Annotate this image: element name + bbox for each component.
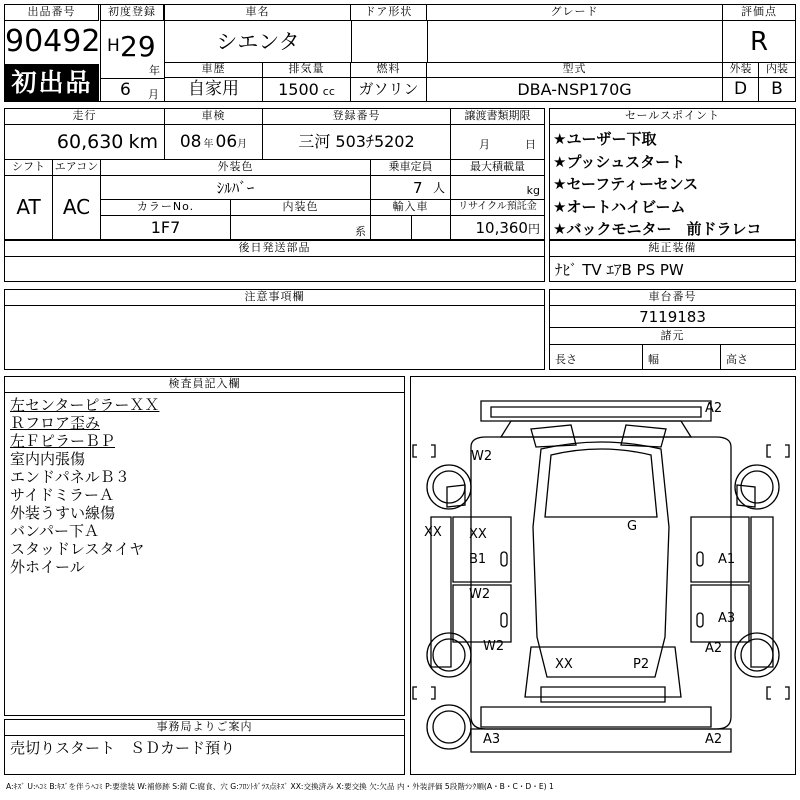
- interior-grade: B: [771, 79, 783, 99]
- recycle-unit: 円: [527, 222, 540, 236]
- reg-year-unit: 年: [149, 64, 160, 77]
- inspection-label: 車検: [165, 109, 263, 125]
- sales-label: セールスポイント: [550, 109, 795, 125]
- shift-label: シフト: [5, 160, 53, 176]
- diagram-front-bumper: A2: [705, 401, 723, 416]
- width-label: 幅: [648, 353, 659, 366]
- name-label: 車名: [165, 5, 351, 21]
- insp-month: 06: [215, 132, 238, 152]
- recycle-amount: 10,360: [475, 219, 528, 237]
- diagram-roof: G: [627, 519, 638, 534]
- displacement-value: [263, 78, 351, 101]
- height-cell: [721, 345, 795, 369]
- inspector-label: 検査員記入欄: [5, 377, 404, 393]
- diagram-right-front-door: A1: [718, 552, 736, 567]
- equipment-value: ﾅﾋﾞ TV ｴｱB PS PW: [555, 261, 684, 279]
- chassis-value: 7119183: [550, 306, 795, 328]
- inspector-note: バンパー下Ａ: [10, 522, 99, 540]
- displacement-unit: cc: [322, 85, 335, 98]
- ac-label: エアコン: [53, 160, 101, 176]
- import-value: [371, 216, 451, 239]
- car-diagram-box: [410, 376, 796, 775]
- int-color-unit: 系: [355, 225, 366, 238]
- sales-point: ★オートハイビーム: [553, 197, 686, 216]
- import-label: 輸入車: [371, 200, 451, 216]
- diagram-left-rear-door: W2: [469, 587, 491, 602]
- exterior-label: 外装: [723, 62, 759, 78]
- inspector-note: 室内内張傷: [10, 450, 86, 468]
- door-label: ドア形状: [351, 5, 427, 21]
- reg-year: 29: [120, 30, 156, 63]
- color-no-label: カラーNo.: [101, 200, 231, 216]
- exterior-grade: D: [723, 78, 759, 101]
- length-label: 長さ: [555, 353, 577, 366]
- dims-label: 諸元: [550, 329, 795, 345]
- insp-year-unit: 年: [203, 139, 214, 150]
- mileage-number: 60,630: [56, 131, 124, 153]
- diagram-left-front-door: XX: [469, 527, 487, 542]
- diagram-rear-bumper-left: A3: [483, 732, 501, 747]
- later-parts-label: 後日発送部品: [5, 241, 544, 257]
- score-label: 評価点: [723, 5, 795, 21]
- color-no-value: 1F7: [101, 216, 231, 239]
- caution-label: 注意事項欄: [5, 290, 544, 306]
- fuel-value: ガソリン: [351, 78, 427, 101]
- plate-value: 三河 503ﾁ5202: [263, 125, 451, 159]
- load-label: 最大積載量: [451, 160, 544, 176]
- first-listing-badge: 初出品: [5, 64, 99, 101]
- displacement-number: 1500: [278, 80, 319, 99]
- history-value: 自家用: [165, 78, 263, 101]
- width-cell: [643, 345, 721, 369]
- history-label: 車歴: [165, 62, 263, 78]
- reg-month-unit: 月: [148, 88, 159, 101]
- sales-point: ★セーフティーセンス: [553, 175, 699, 193]
- recycle-label: リサイクル預託金: [451, 200, 544, 216]
- grade-label: グレード: [427, 5, 723, 21]
- model-label: 型式: [427, 62, 723, 78]
- capacity-unit: 人: [433, 181, 446, 195]
- color-label: 外装色: [101, 160, 371, 176]
- capacity-label: 乗車定員: [371, 160, 451, 176]
- inspector-note: サイドミラーＡ: [10, 486, 114, 504]
- inspector-note: 外ホイール: [10, 558, 85, 576]
- recycle-value: [451, 216, 544, 239]
- transfer-month-unit: 月: [479, 138, 490, 151]
- sales-points-list: [553, 128, 793, 241]
- grade-value: [428, 22, 722, 62]
- capacity-number: 7: [413, 179, 423, 197]
- load-unit: kg: [526, 184, 540, 197]
- int-color-value: [231, 216, 371, 239]
- diagram-rear-right: P2: [633, 657, 650, 672]
- inspector-note: エンドパネルＢ３: [10, 468, 130, 486]
- diagram-rear-left: XX: [555, 657, 573, 672]
- mileage-label: 走行: [5, 109, 165, 125]
- lot-number: 90492: [5, 24, 101, 59]
- load-value: [451, 176, 544, 200]
- plate-label: 登録番号: [263, 109, 451, 125]
- displacement-label: 排気量: [263, 62, 351, 78]
- sales-point: ★プッシュスタート: [553, 152, 686, 171]
- diagram-right-rear-fender: A2: [705, 641, 723, 656]
- inspector-notes-list: [10, 396, 400, 576]
- fuel-label: 燃料: [351, 62, 427, 78]
- diagram-left-front-fender: W2: [471, 449, 493, 464]
- model-value: DBA-NSP170G: [427, 78, 723, 101]
- diagram-left-front-door-2: B1: [469, 552, 487, 567]
- lot-label: 出品番号: [5, 5, 99, 21]
- ac-value: AC: [53, 176, 101, 239]
- inspection-value: [165, 125, 263, 159]
- capacity-value: [371, 176, 451, 200]
- chassis-label: 車台番号: [550, 290, 795, 306]
- diagram-right-rear-door: A3: [718, 611, 736, 626]
- interior-label: 内装: [759, 62, 795, 78]
- car-diagram: [411, 377, 795, 774]
- diagram-rear-bumper-right: A2: [705, 732, 723, 747]
- sales-point: ★ユーザー下取: [553, 130, 657, 148]
- mileage-unit: km: [128, 131, 158, 153]
- inspector-note: 外装うすい線傷: [10, 504, 116, 522]
- equipment-label: 純正装備: [550, 241, 795, 257]
- inspector-note: 左センターピラーＸＸ: [10, 396, 160, 414]
- reg-month: 6: [120, 80, 131, 100]
- office-note: 売切りスタート ＳＤカード預り: [10, 739, 236, 757]
- legend: A:ｷｽﾞ U:ﾍｺﾐ B:ｷｽﾞを伴うﾍｺﾐ P:要塗装 W:補修跡 S:錆 C:腐食、穴 G:ﾌﾛﾝﾄｶﾞﾗｽ点ｷｽﾞ XX:交換済み X:要交換 欠:欠品 内・外装評価 5段階ﾗﾝｸ順(A・B・C・D・E) 1: [6, 782, 554, 791]
- car-name: シエンタ: [216, 30, 300, 54]
- first-reg-label: 初度登録: [101, 5, 164, 21]
- transfer-label: 譲渡書類期限: [451, 109, 544, 125]
- diagram-left-rear-fender: W2: [483, 639, 505, 654]
- int-color-label: 内装色: [231, 200, 371, 216]
- length-cell: [550, 345, 643, 369]
- height-label: 高さ: [726, 353, 748, 366]
- mileage-value: [5, 125, 165, 159]
- office-label: 事務局よりご案内: [5, 720, 404, 736]
- transfer-day-unit: 日: [525, 138, 536, 151]
- color-value: ｼﾙﾊﾞｰ: [101, 176, 371, 200]
- inspector-note: 左ＦピラーＢＰ: [10, 432, 116, 450]
- insp-month-unit: 月: [237, 139, 248, 150]
- door-value: [351, 22, 427, 62]
- inspector-note: Ｒフロア歪み: [10, 414, 101, 432]
- score-value: R: [749, 27, 769, 57]
- shift-value: AT: [5, 176, 53, 239]
- insp-year: 08: [179, 132, 202, 152]
- sales-point: ★バックモニター 前ドラレコ: [553, 220, 762, 238]
- transfer-value: [451, 125, 544, 159]
- inspector-note: スタッドレスタイヤ: [10, 540, 145, 558]
- reg-era: H: [107, 36, 120, 56]
- diagram-left-pillar: XX: [424, 525, 442, 540]
